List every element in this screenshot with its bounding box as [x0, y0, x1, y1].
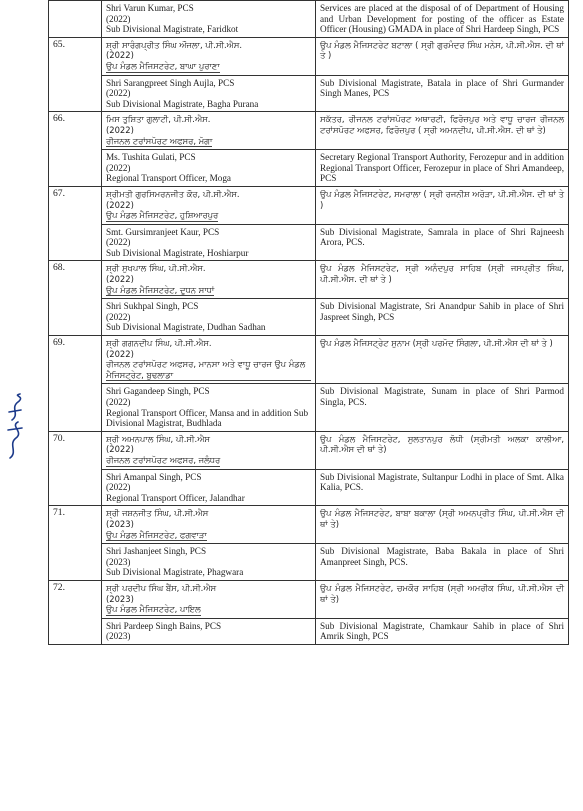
officer-name: ਸ਼੍ਰੀਮਤੀ ਗੁਰਸਿਮਰਨਜੀਤ ਕੌਰ, ਪੀ.ਸੀ.ਐਸ. [106, 188, 240, 199]
new-posting-english: Sub Divisional Magistrate, Sri Anandpur Sahib in place of Shri Jaspreet Singh, PCS [316, 299, 569, 336]
officer-name: ਸ਼੍ਰੀ ਗਗਨਦੀਪ ਸਿੰਘ, ਪੀ.ਸੀ.ਐਸ. [106, 338, 212, 349]
officer-name: Shri Varun Kumar, PCS [106, 3, 194, 13]
new-posting-punjabi: ਉਪ ਮੰਡਲ ਮੈਜਿਸਟ੍ਰੇਟ ਸੁਨਾਮ (ਸ੍ਰੀ ਪਰਮੋਦ ਸਿੰਗਲਾ, ਪੀ.ਸੀ.ਐਸ ਦੀ ਥਾਂ ਤੇ ) [316, 336, 569, 384]
officer-cell-punjabi [102, 261, 316, 299]
officer-cell-punjabi [102, 506, 316, 544]
present-posting: ਰੀਜਨਲ ਟਰਾਂਸਪੋਰਟ ਅਫਸਰ, ਮਾਨਸਾ ਅਤੇ ਵਾਧੂ ਚਾਰਜ ਉਪ ਮੰਡਲ ਮੈਜਿਸਟ੍ਰੇਟ, ਬੁਢਲਾਡਾ [106, 359, 311, 381]
serial-number: 67. [49, 186, 102, 261]
table-row-english [49, 299, 569, 336]
present-posting: Regional Transport Officer, Moga [106, 173, 232, 184]
officer-cell-english [102, 618, 316, 644]
new-posting-punjabi: ਉਪ ਮੰਡਲ ਮੈਜਿਸਟਰੇਟ, ਸਮਰਾਲਾ ( ਸ੍ਰੀ ਰਜਨੀਸ਼ ਅਰੋੜਾ, ਪੀ.ਸੀ.ਐਸ. ਦੀ ਥਾਂ ਤੇ ) [316, 186, 569, 224]
present-posting: Sub Divisional Magistrate, Faridkot [106, 24, 239, 35]
transfer-orders-table [48, 0, 569, 645]
table-row-punjabi [49, 506, 569, 544]
officer-name: Shri Sarangpreet Singh Aujla, PCS [106, 77, 235, 88]
officer-name: Smt. Gursimranjeet Kaur, PCS [106, 226, 220, 237]
batch-year: (2022) [106, 348, 134, 359]
table-row-punjabi [49, 580, 569, 618]
serial-number: 68. [49, 261, 102, 336]
batch-year: (2023) [106, 518, 134, 529]
table-row-punjabi [49, 261, 569, 299]
officer-name: ਸ਼੍ਰੀ ਅਮਨਪਾਲ ਸਿੰਘ, ਪੀ.ਸੀ.ਐਸ [106, 433, 210, 444]
officer-name: ਸ਼੍ਰੀ ਸੁਖਪਾਲ ਸਿੰਘ, ਪੀ.ਸੀ.ਐਸ. [106, 263, 206, 274]
table-row-english [49, 469, 569, 506]
batch-year: (2023) [106, 593, 134, 604]
new-posting-english: Services are placed at the disposal of of Department of Housing and Urban Development for posting of the officer as Estate Officer (Housing) GMADA in place of Shri Hardeep Singh, PCS [316, 1, 569, 38]
officer-cell-english [102, 469, 316, 506]
present-posting: Regional Transport Officer, Mansa and in addition Sub Divisional Magistrat, Budhlada [106, 407, 309, 429]
batch-year: (2022) [106, 397, 131, 407]
officer-cell-english [102, 299, 316, 336]
batch-year: (2022) [106, 444, 134, 455]
table-row-english [49, 618, 569, 644]
batch-year: (2022) [106, 162, 131, 173]
table-row-punjabi [49, 37, 569, 75]
present-posting: Sub Divisional Magistrate, Hoshiarpur [106, 247, 249, 258]
table-row-punjabi [49, 186, 569, 224]
present-posting: ਉਪ ਮੰਡਲ ਮੈਜਿਸਟਰੇਟ, ਪਾਇਲ [106, 604, 201, 615]
officer-name: ਸ਼੍ਰੀ ਜਸ਼ਨਜੀਤ ਸਿੰਘ, ਪੀ.ਸੀ.ਐਸ [106, 508, 209, 519]
new-posting-punjabi: ਸਕੱਤਰ, ਰੀਜਨਲ ਟਰਾਂਸਪੋਰਟ ਅਥਾਰਟੀ, ਫਿਰੋਜ਼ਪੁਰ ਅਤੇ ਵਾਧੂ ਚਾਰਜ ਰੀਜਨਲ ਟਰਾਂਸਪੋਰਟ ਅਫਸਰ, ਫਿਰੋਜ਼ਪੁਰ ( ਸ੍ਰੀ ਅਮਨਦੀਪ, ਪੀ.ਸੀ.ਐਸ. ਦੀ ਥਾਂ ਤੇ) [316, 112, 569, 150]
new-posting-english: Sub Divisional Magistrate, Chamkaur Sahib in place of Shri Amrik Singh, PCS [316, 618, 569, 644]
new-posting-punjabi: ਉਪ ਮੰਡਲ ਮੈਜਿਸਟਰੇਟ ਬਟਾਲਾ ( ਸ੍ਰੀ ਗੁਰਮੰਦਰ ਸਿੰਘ ਮਨੇਸ, ਪੀ.ਸੀ.ਐਸ. ਦੀ ਥਾਂ ਤੇ ) [316, 37, 569, 75]
table-row-english [49, 75, 569, 112]
officer-cell-english [102, 384, 316, 431]
present-posting: ਉਪ ਮੰਡਲ ਮੈਜਿਸਟਰੇਟ, ਫਗਵਾੜਾ [106, 529, 207, 540]
new-posting-punjabi: ਉਪ ਮੰਡਲ ਮੈਜਿਸਟਰੇਟ, ਚਮਕੌਰ ਸਾਹਿਬ (ਸ੍ਰੀ ਅਮਰੀਕ ਸਿੰਘ, ਪੀ.ਸੀ.ਐਸ ਦੀ ਥਾਂ ਤੇ) [316, 580, 569, 618]
serial-number [49, 1, 102, 38]
serial-number: 72. [49, 580, 102, 644]
handwritten-signature [4, 392, 26, 462]
batch-year: (2023) [106, 556, 131, 567]
present-posting: Sub Divisional Magistrate, Bagha Purana [106, 98, 259, 109]
serial-number: 71. [49, 506, 102, 581]
batch-year: (2022) [106, 311, 131, 322]
new-posting-english: Secretary Regional Transport Authority, Ferozepur and in addition Regional Transport Officer, Ferozepur in place of Shri Amandeep, PCS [316, 150, 569, 187]
officer-name: Shri Sukhpal Singh, PCS [106, 301, 199, 312]
serial-number: 66. [49, 112, 102, 187]
officer-cell-english [102, 224, 316, 261]
batch-year: (2023) [106, 631, 131, 642]
officer-cell-english [102, 75, 316, 112]
officer-name: Shri Jashanjeet Singh, PCS [106, 546, 207, 557]
officer-cell-english [102, 544, 316, 581]
present-posting: Sub Divisional Magistrate, Dudhan Sadhan [106, 322, 266, 333]
serial-number: 70. [49, 431, 102, 506]
batch-year: (2022) [106, 237, 131, 248]
serial-number: 65. [49, 37, 102, 112]
officer-name: ਸ਼੍ਰੀ ਸਾਰੰਗਪ੍ਰੀਤ ਸਿੰਘ ਔਜਲਾ, ਪੀ.ਸੀ.ਐਸ. [106, 39, 243, 50]
table-row-english [49, 150, 569, 187]
present-posting: Sub Divisional Magistrate, Phagwara [106, 567, 244, 578]
batch-year: (2022) [106, 13, 131, 24]
officer-name: Shri Gagandeep Singh, PCS [106, 386, 210, 397]
officer-cell-english [102, 150, 316, 187]
officer-name: ਸ਼੍ਰੀ ਪਰਦੀਪ ਸਿੰਘ ਬੈਂਸ, ਪੀ.ਸੀ.ਐਸ [106, 582, 217, 593]
batch-year: (2022) [106, 124, 134, 135]
table-row-punjabi [49, 431, 569, 469]
table-row-punjabi [49, 112, 569, 150]
new-posting-punjabi: ਉਪ ਮੰਡਲ ਮੈਜਿਸਟਰੇਟ, ਬਾਬਾ ਬਕਾਲਾ (ਸ੍ਰੀ ਅਮਨਪ੍ਰੀਤ ਸਿੰਘ, ਪੀ.ਸੀ.ਐਸ ਦੀ ਥਾਂ ਤੇ) [316, 506, 569, 544]
batch-year: (2022) [106, 88, 131, 99]
table-row-english [49, 1, 569, 38]
table-row-english [49, 544, 569, 581]
officer-name: ਮਿਸ ਤੁਸ਼ਿਤਾ ਗੁਲਾਟੀ, ਪੀ.ਸੀ.ਐਸ. [106, 114, 211, 125]
officer-cell-punjabi [102, 580, 316, 618]
table-row-english [49, 384, 569, 431]
officer-name: Ms. Tushita Gulati, PCS [106, 152, 196, 163]
present-posting: Regional Transport Officer, Jalandhar [106, 492, 245, 503]
officer-name: Shri Amanpal Singh, PCS [106, 471, 202, 482]
officer-cell-punjabi [102, 431, 316, 469]
officer-cell-english [102, 1, 316, 38]
officer-cell-punjabi [102, 37, 316, 75]
officer-cell-punjabi [102, 186, 316, 224]
present-posting: ਰੀਜਨਲ ਟਰਾਂਸਪੋਰਟ ਅਫਸਰ, ਮੋਗਾ [106, 135, 213, 146]
batch-year: (2022) [106, 199, 134, 210]
table-row-punjabi [49, 336, 569, 384]
officer-name: Shri Pardeep Singh Bains, PCS [106, 620, 222, 631]
new-posting-english: Sub Divisional Magistrate, Samrala in place of Shri Rajneesh Arora, PCS. [316, 224, 569, 261]
present-posting: ਰੀਜਨਲ ਟਰਾਂਸਪੋਰਟ ਅਫਸਰ, ਜਲੰਧਰ [106, 454, 221, 465]
present-posting: ਉਪ ਮੰਡਲ ਮੈਜਿਸਟਰੇਟ, ਬਾਘਾ ਪੁਰਾਣਾ [106, 60, 220, 71]
batch-year: (2022) [106, 274, 134, 285]
present-posting: ਉਪ ਮੰਡਲ ਮੈਜਿਸਟਰੇਟ, ਹੁਸ਼ਿਆਰਪੁਰ [106, 210, 219, 221]
table-row-english [49, 224, 569, 261]
new-posting-english: Sub Divisional Magistrate, Baba Bakala in place of Shri Amanpreet Singh, PCS. [316, 544, 569, 581]
batch-year: (2022) [106, 50, 134, 61]
serial-number: 69. [49, 336, 102, 432]
new-posting-punjabi: ਉਪ ਮੰਡਲ ਮੈਜਿਸਟਰੇਟ, ਸ੍ਰੀ ਅਨੰਦਪੁਰ ਸਾਹਿਬ (ਸ੍ਰੀ ਜਸਪ੍ਰੀਤ ਸਿੰਘ, ਪੀ.ਸੀ.ਐਸ. ਦੀ ਥਾਂ ਤੇ ) [316, 261, 569, 299]
officer-cell-punjabi [102, 112, 316, 150]
present-posting: ਉਪ ਮੰਡਲ ਮੈਜਿਸਟਰੇਟ, ਦੁਧਨ ਸਾਧਾਂ [106, 284, 215, 295]
new-posting-punjabi: ਉਪ ਮੰਡਲ ਮੈਜਿਸਟਰੇਟ, ਸੁਲਤਾਨਪੁਰ ਲੋਧੀ (ਸ੍ਰੀਮਤੀ ਅਲਕਾ ਕਾਲੀਆ, ਪੀ.ਸੀ.ਐਸ ਦੀ ਥਾਂ ਤੇ) [316, 431, 569, 469]
new-posting-english: Sub Divisional Magistrate, Sunam in place of Shri Parmod Singla, PCS. [316, 384, 569, 431]
batch-year: (2022) [106, 482, 131, 493]
new-posting-english: Sub Divisional Magistrate, Batala in place of Shri Gurmander Singh Manes, PCS [316, 75, 569, 112]
new-posting-english: Sub Divisional Magistrate, Sultanpur Lodhi in place of Smt. Alka Kalia, PCS. [316, 469, 569, 506]
officer-cell-punjabi [102, 336, 316, 384]
